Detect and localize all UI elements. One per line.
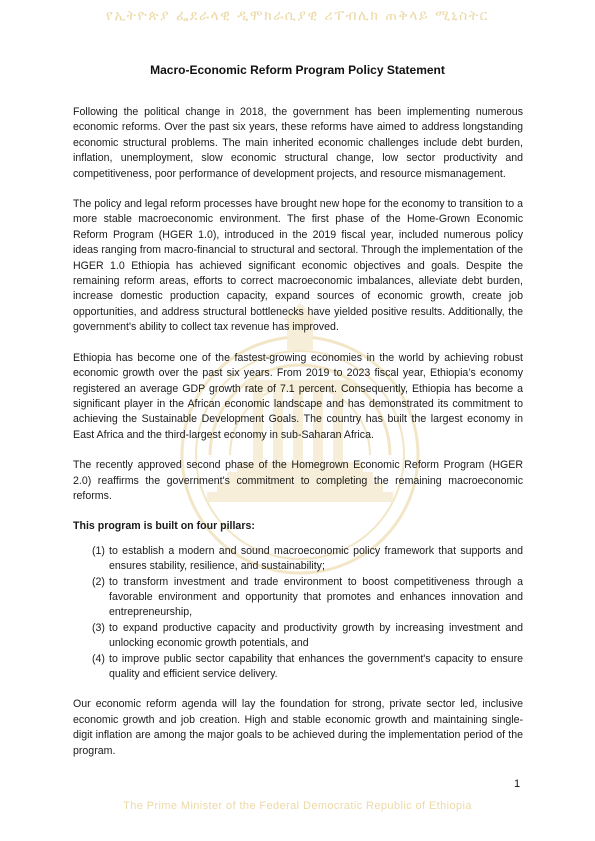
pillars-heading: This program is built on four pillars: xyxy=(73,520,255,533)
body-paragraph: The policy and legal reform processes have brought new hope for the economy to transition to a more stable macroeconomic environment. The first phase of the Home-Grown Economic Reform Program (HGER 1.0), introduced in the 2019 fiscal year, included numerous policy ideas ranging from macro-financial to structural and sectoral. Through the implementation of the HGER 1.0 Ethiopia has achieved significant economic objectives and goals. Despite the remaining reform areas, efforts to correct macroeconomic imbalances, alleviate debt burden, increase domestic production capacity, expand sources of economic growth, create job opportunities, and address structural bottlenecks have yielded positive results. Additionally, the government's ability to collect tax revenue has improved. xyxy=(73,198,523,334)
pillar-number: (1) xyxy=(92,544,105,557)
page-number: 1 xyxy=(514,778,521,790)
list-item xyxy=(92,544,523,575)
pillar-text: to expand productive capacity and productivity growth by increasing investment and unlocking economic growth potentials, and xyxy=(109,621,523,650)
body-paragraph: Ethiopia has become one of the fastest-growing economies in the world by achieving robust economic growth over the past six years. From 2019 to 2023 fiscal year, Ethiopia’s economy registered an average GDP growth rate of 7.1 percent. Consequently, Ethiopia has become a significant player in the African economic landscape and has demonstrated its commitment to achieving the Sustainable Development Goals. The country has built the largest economy in East Africa and the third-largest economy in sub-Saharan Africa. xyxy=(73,351,523,441)
pillar-number: (4) xyxy=(92,652,105,665)
document-title: Macro-Economic Reform Program Policy Statement xyxy=(150,63,445,77)
pillar-number: (2) xyxy=(92,575,105,588)
body-paragraph: The recently approved second phase of the Homegrown Economic Reform Program (HGER 2.0) reaffirms the government's commitment to completing the remaining macroeconomic reforms. xyxy=(73,459,523,502)
pillar-number: (3) xyxy=(92,621,105,634)
list-item xyxy=(92,652,523,683)
pillar-text: to improve public sector capability that enhances the government's capacity to ensure quality and efficient service delivery. xyxy=(109,652,523,680)
pillar-text: to establish a modern and sound macroeconomic policy framework that supports and ensures stability, resilience, and sustainability; xyxy=(109,544,523,573)
body-paragraph: Following the political change in 2018, the government has been implementing numerous economic reforms. Over the past six years, these reforms have aimed to address longstanding economic structural problems. The main inherited economic challenges include debt burden, inflation, unemployment, slow economic structural change, low sector productivity and competitiveness, poor performance of development projects, and resource mismanagement. xyxy=(73,106,523,180)
pillar-text: to transform investment and trade environment to boost competitiveness through a favorable environment and opportunity that promotes and enhances innovation and entrepreneurship, xyxy=(109,575,523,619)
pillars-list xyxy=(73,544,523,683)
letterhead-english-footer: The Prime Minister of the Federal Democratic Republic of Ethiopia xyxy=(123,800,472,812)
closing-paragraph: Our economic reform agenda will lay the foundation for strong, private sector led, inclusive economic growth and job creation. High and stable economic growth and maintaining single-digit inflation are among the major goals to be achieved during the implementation period of the program. xyxy=(73,698,523,757)
list-item xyxy=(92,621,523,652)
letterhead-amharic-title: የኢትዮጵያ ፌደራላዊ ዲሞክራሲያዊ ሪፐብሊክ ጠቅላይ ሚኒስትር xyxy=(106,8,489,24)
list-item xyxy=(92,575,523,621)
document-body xyxy=(73,105,523,774)
